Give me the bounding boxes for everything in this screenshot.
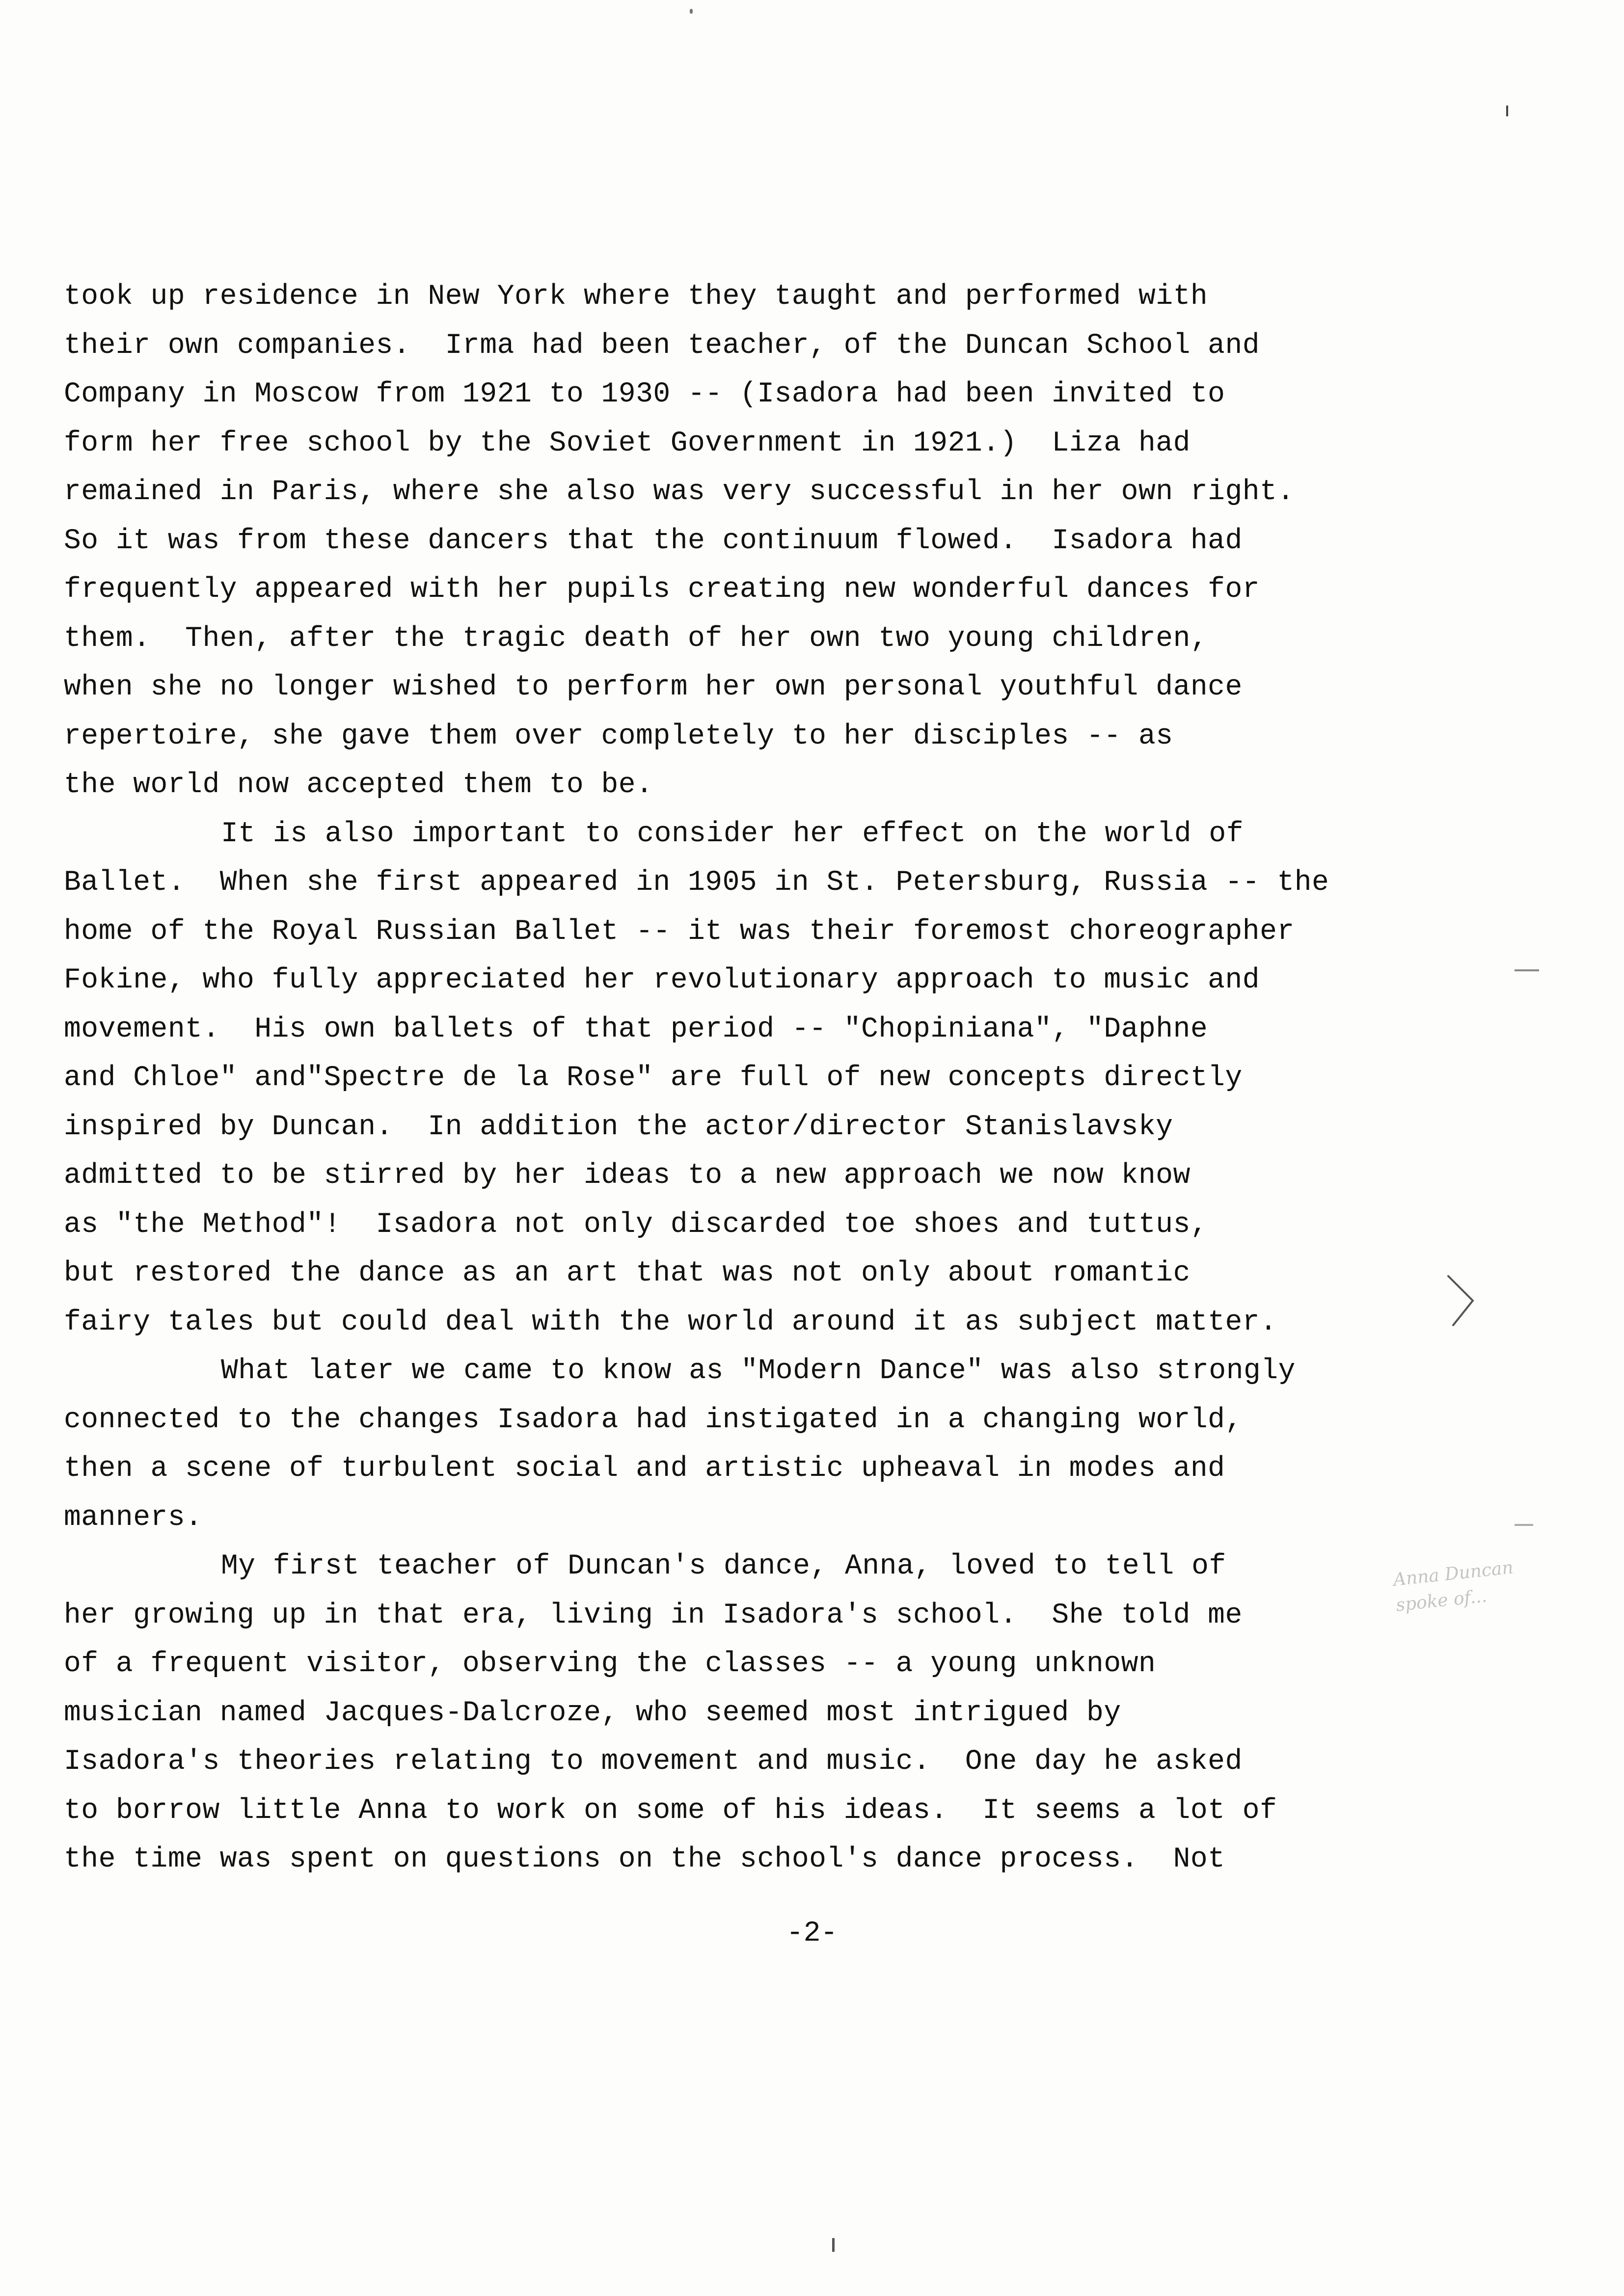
handwritten-margin-note: Anna Duncan spoke of... — [1392, 1557, 1515, 1616]
text-line: admitted to be stirred by her ideas to a new approach we now know — [64, 1160, 1191, 1192]
text-line: It is also important to consider her effect on the world of — [221, 818, 1244, 850]
text-line: inspired by Duncan. In addition the actor/director Stanislavsky — [64, 1111, 1173, 1143]
text-line: connected to the changes Isadora had instigated in a changing world, — [64, 1404, 1243, 1436]
text-line: remained in Paris, where she also was very successful in her own right. — [64, 476, 1295, 508]
margin-tick-mark — [1506, 106, 1508, 116]
text-line: movement. His own ballets of that period -- "Chopiniana", "Daphne — [64, 1013, 1208, 1045]
text-line: Company in Moscow from 1921 to 1930 -- (Isadora had been invited to — [64, 378, 1225, 410]
typed-body-text — [64, 272, 1527, 1884]
text-line: the time was spent on questions on the school's dance process. Not — [64, 1843, 1225, 1875]
text-line: form her free school by the Soviet Government in 1921.) Liza had — [64, 427, 1191, 459]
text-line: Fokine, who fully appreciated her revolutionary approach to music and — [64, 964, 1260, 996]
text-line: Ballet. When she first appeared in 1905 in St. Petersburg, Russia -- the — [64, 867, 1329, 899]
text-line: What later we came to know as "Modern Dance" was also strongly — [221, 1355, 1296, 1387]
text-line: then a scene of turbulent social and artistic upheaval in modes and — [64, 1453, 1225, 1485]
text-line: home of the Royal Russian Ballet -- it was their foremost choreographer — [64, 915, 1295, 948]
text-line: when she no longer wished to perform her own personal youthful dance — [64, 671, 1243, 703]
text-line: So it was from these dancers that the continuum flowed. Isadora had — [64, 525, 1243, 557]
scan-speck — [832, 2238, 835, 2252]
text-line: to borrow little Anna to work on some of his ideas. It seems a lot of — [64, 1794, 1277, 1827]
text-line: Isadora's theories relating to movement and music. One day he asked — [64, 1746, 1243, 1778]
text-line: them. Then, after the tragic death of her own two young children, — [64, 622, 1208, 655]
scan-speck — [690, 9, 693, 14]
page-number: -2- — [786, 1918, 838, 1949]
text-line: My first teacher of Duncan's dance, Anna, loved to tell of — [221, 1550, 1226, 1582]
text-line: her growing up in that era, living in Isadora's school. She told me — [64, 1599, 1243, 1631]
text-line: their own companies. Irma had been teacher, of the Duncan School and — [64, 329, 1260, 362]
text-line: as "the Method"! Isadora not only discarded toe shoes and tuttus, — [64, 1208, 1208, 1241]
text-line: repertoire, she gave them over completely to her disciples -- as — [64, 720, 1173, 752]
text-line: took up residence in New York where they taught and performed with — [64, 281, 1208, 313]
text-line: frequently appeared with her pupils creating new wonderful dances for — [64, 574, 1260, 606]
text-line: fairy tales but could deal with the world around it as subject matter. — [64, 1306, 1277, 1338]
text-line: manners. — [64, 1501, 203, 1534]
text-line: musician named Jacques-Dalcroze, who seemed most intrigued by — [64, 1697, 1121, 1729]
text-line: but restored the dance as an art that was not only about romantic — [64, 1257, 1191, 1289]
text-line: of a frequent visitor, observing the classes -- a young unknown — [64, 1648, 1156, 1680]
text-line: the world now accepted them to be. — [64, 769, 653, 801]
text-line: and Chloe" and"Spectre de la Rose" are full of new concepts directly — [64, 1062, 1243, 1094]
